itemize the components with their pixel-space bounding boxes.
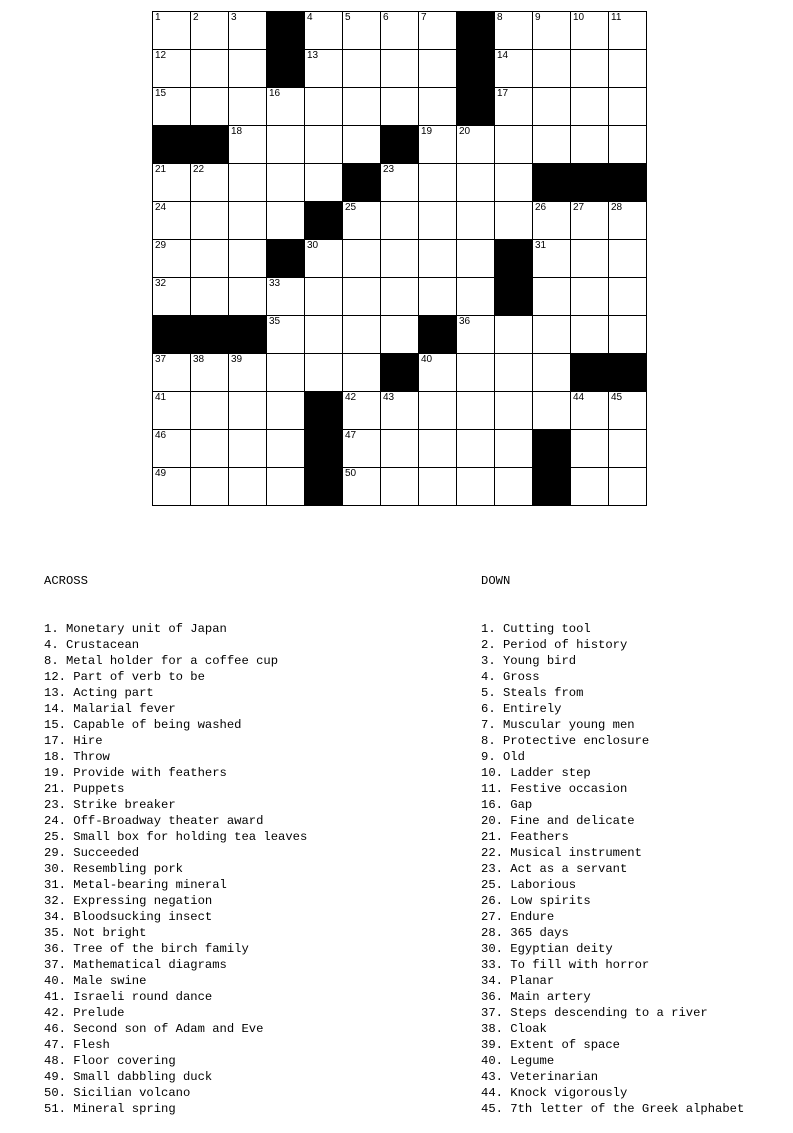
across-clue: 17. Hire [44,734,103,748]
grid-cell[interactable] [457,164,495,202]
black-square [533,430,571,468]
grid-cell[interactable] [495,50,533,88]
grid-cell[interactable] [267,88,305,126]
across-clue: 50. Sicilian volcano [44,1086,191,1100]
clue-number: 29 [155,240,167,251]
down-clue: 10. Ladder step [481,766,591,780]
down-clue: 37. Steps descending to a river [481,1006,708,1020]
clue-number: 24 [155,202,167,213]
clue-number: 2 [193,12,199,23]
grid-cell[interactable] [153,240,191,278]
down-clue: 28. 365 days [481,926,569,940]
grid-cell[interactable] [153,430,191,468]
grid-cell[interactable] [419,12,457,50]
grid-cell[interactable] [419,164,457,202]
clue-number: 35 [269,316,281,327]
clue-number: 21 [155,164,167,175]
clue-number: 37 [155,354,167,365]
clue-number: 5 [345,12,351,23]
grid-cell[interactable] [419,88,457,126]
grid-cell[interactable] [305,12,343,50]
grid-cell[interactable] [495,468,533,506]
grid-cell[interactable] [153,468,191,506]
grid-cell[interactable] [533,240,571,278]
black-square [457,88,495,126]
grid-cell[interactable] [419,430,457,468]
black-square [229,316,267,354]
grid-cell[interactable] [305,278,343,316]
grid-cell[interactable] [419,202,457,240]
grid-cell[interactable] [305,164,343,202]
grid-cell[interactable] [571,240,609,278]
across-clue: 35. Not bright [44,926,147,940]
grid-cell[interactable] [191,88,229,126]
clue-number: 46 [155,430,167,441]
black-square [153,316,191,354]
grid-cell[interactable] [571,392,609,430]
across-clue: 46. Second son of Adam and Eve [44,1022,264,1036]
black-square [457,50,495,88]
grid-cell[interactable] [305,50,343,88]
across-clue: 41. Israeli round dance [44,990,213,1004]
grid-cell[interactable] [495,392,533,430]
grid-cell[interactable] [571,126,609,164]
grid-cell[interactable] [343,12,381,50]
across-clue: 42. Prelude [44,1006,125,1020]
black-square [191,126,229,164]
grid-cell[interactable] [381,430,419,468]
clue-number: 6 [383,12,389,23]
clue-number: 26 [535,202,547,213]
down-clue: 8. Protective enclosure [481,734,650,748]
grid-cell[interactable] [229,354,267,392]
grid-cell[interactable] [533,278,571,316]
crossword-grid [152,11,647,506]
across-clues [44,541,307,1133]
grid-cell[interactable] [457,278,495,316]
clue-number: 8 [497,12,503,23]
grid-cell[interactable] [229,392,267,430]
grid-cell[interactable] [343,278,381,316]
grid-cell[interactable] [229,164,267,202]
black-square [457,12,495,50]
down-clue: 5. Steals from [481,686,584,700]
clue-number: 42 [345,392,357,403]
grid-cell[interactable] [533,88,571,126]
grid-cell[interactable] [343,88,381,126]
grid-cell[interactable] [191,278,229,316]
clue-number: 45 [611,392,623,403]
grid-cell[interactable] [305,126,343,164]
clue-number: 43 [383,392,395,403]
grid-cell[interactable] [267,278,305,316]
across-clue: 21. Puppets [44,782,125,796]
black-square [153,126,191,164]
down-clue: 1. Cutting tool [481,622,591,636]
across-clue: 14. Malarial fever [44,702,176,716]
grid-cell[interactable] [609,430,647,468]
down-clue: 7. Muscular young men [481,718,635,732]
down-clue: 21. Feathers [481,830,569,844]
down-clue: 30. Egyptian deity [481,942,613,956]
across-clue: 25. Small box for holding tea leaves [44,830,308,844]
grid-cell[interactable] [495,12,533,50]
across-clue: 51. Mineral spring [44,1102,176,1116]
grid-cell[interactable] [571,316,609,354]
grid-cell[interactable] [267,430,305,468]
clue-number: 31 [535,240,547,251]
grid-cell[interactable] [343,468,381,506]
grid-cell[interactable] [571,202,609,240]
grid-cell[interactable] [533,316,571,354]
grid-cell[interactable] [267,468,305,506]
across-clue: 23. Strike breaker [44,798,176,812]
grid-cell[interactable] [571,430,609,468]
grid-cell[interactable] [571,468,609,506]
grid-cell[interactable] [153,354,191,392]
across-clue: 13. Acting part [44,686,154,700]
grid-cell[interactable] [495,430,533,468]
clue-number: 49 [155,468,167,479]
grid-cell[interactable] [457,240,495,278]
grid-cell[interactable] [153,50,191,88]
grid-cell[interactable] [229,278,267,316]
clue-number: 41 [155,392,167,403]
grid-cell[interactable] [381,278,419,316]
black-square [191,316,229,354]
grid-cell[interactable] [571,88,609,126]
clue-number: 25 [345,202,357,213]
down-clue: 39. Extent of space [481,1038,620,1052]
down-clue: 38. Cloak [481,1022,547,1036]
across-clue: 24. Off-Broadway theater award [44,814,264,828]
down-clue: 43. Veterinarian [481,1070,599,1084]
grid-cell[interactable] [419,468,457,506]
grid-cell[interactable] [457,354,495,392]
grid-cell[interactable] [267,354,305,392]
grid-cell[interactable] [381,316,419,354]
grid-cell[interactable] [191,164,229,202]
grid-cell[interactable] [495,316,533,354]
clue-number: 3 [231,12,237,23]
black-square [267,240,305,278]
down-clue: 23. Act as a servant [481,862,628,876]
across-clue: 4. Crustacean [44,638,140,652]
grid-cell[interactable] [457,392,495,430]
down-clue: 4. Gross [481,670,540,684]
clue-number: 30 [307,240,319,251]
black-square [533,164,571,202]
down-clue: 20. Fine and delicate [481,814,635,828]
clue-number: 13 [307,50,319,61]
grid-cell[interactable] [495,126,533,164]
across-clue: 30. Resembling pork [44,862,183,876]
grid-cell[interactable] [267,164,305,202]
clue-number: 10 [573,12,585,23]
clue-number: 14 [497,50,509,61]
down-clue: 27. Endure [481,910,555,924]
grid-cell[interactable] [457,126,495,164]
grid-cell[interactable] [153,88,191,126]
grid-cell[interactable] [533,202,571,240]
grid-cell[interactable] [533,126,571,164]
down-clues [481,541,744,1133]
across-clue: 12. Part of verb to be [44,670,205,684]
grid-cell[interactable] [381,202,419,240]
down-clue: 33. To fill with horror [481,958,650,972]
grid-cell[interactable] [381,468,419,506]
black-square [495,278,533,316]
clue-number: 27 [573,202,585,213]
black-square [571,354,609,392]
grid-cell[interactable] [153,392,191,430]
grid-cell[interactable] [533,354,571,392]
grid-cell[interactable] [381,12,419,50]
grid-cell[interactable] [305,240,343,278]
black-square [533,468,571,506]
across-clue: 29. Succeeded [44,846,140,860]
grid-cell[interactable] [267,392,305,430]
across-clue: 1. Monetary unit of Japan [44,622,227,636]
down-clue: 25. Laborious [481,878,577,892]
black-square [305,468,343,506]
grid-cell[interactable] [267,126,305,164]
grid-cell[interactable] [571,12,609,50]
across-clue: 37. Mathematical diagrams [44,958,227,972]
down-clue: 44. Knock vigorously [481,1086,628,1100]
grid-cell[interactable] [229,12,267,50]
clue-number: 17 [497,88,509,99]
grid-cell[interactable] [343,240,381,278]
black-square [305,202,343,240]
black-square [305,392,343,430]
grid-cell[interactable] [609,240,647,278]
grid-cell[interactable] [153,12,191,50]
across-clue-list [44,621,307,1117]
grid-cell[interactable] [609,202,647,240]
down-clue: 22. Musical instrument [481,846,642,860]
grid-cell[interactable] [609,468,647,506]
clue-number: 23 [383,164,395,175]
grid-cell[interactable] [191,468,229,506]
grid-cell[interactable] [419,126,457,164]
across-clue: 31. Metal-bearing mineral [44,878,227,892]
black-square [419,316,457,354]
grid-cell[interactable] [495,164,533,202]
across-clue: 15. Capable of being washed [44,718,242,732]
black-square [381,354,419,392]
grid-cell[interactable] [191,354,229,392]
clue-number: 36 [459,316,471,327]
grid-cell[interactable] [381,164,419,202]
across-clue: 18. Throw [44,750,110,764]
grid-cell[interactable] [533,12,571,50]
clue-number: 39 [231,354,243,365]
across-clue: 19. Provide with feathers [44,766,227,780]
black-square [267,50,305,88]
grid-cell[interactable] [191,202,229,240]
clue-number: 44 [573,392,585,403]
grid-cell[interactable] [343,316,381,354]
grid-cell[interactable] [533,50,571,88]
down-clue: 9. Old [481,750,525,764]
grid-cell[interactable] [191,50,229,88]
grid-cell[interactable] [343,126,381,164]
grid-cell[interactable] [153,202,191,240]
down-clue: 45. 7th letter of the Greek alphabet [481,1102,745,1116]
grid-cell[interactable] [305,88,343,126]
grid-cell[interactable] [343,50,381,88]
grid-cell[interactable] [609,50,647,88]
across-clue: 36. Tree of the birch family [44,942,249,956]
black-square [609,164,647,202]
clue-number: 18 [231,126,243,137]
grid-cell[interactable] [267,202,305,240]
down-heading: DOWN [481,574,511,588]
down-clue: 34. Planar [481,974,555,988]
across-clue: 34. Bloodsucking insect [44,910,213,924]
grid-cell[interactable] [419,278,457,316]
grid-cell[interactable] [381,88,419,126]
grid-cell[interactable] [609,12,647,50]
black-square [571,164,609,202]
grid-cell[interactable] [191,392,229,430]
clue-number: 38 [193,354,205,365]
down-clue: 16. Gap [481,798,533,812]
grid-cell[interactable] [495,88,533,126]
down-clue: 40. Legume [481,1054,555,1068]
clue-number: 1 [155,12,161,23]
down-clue: 3. Young bird [481,654,577,668]
across-heading: ACROSS [44,574,88,588]
down-clue: 2. Period of history [481,638,628,652]
grid-cell[interactable] [609,88,647,126]
grid-cell[interactable] [457,316,495,354]
across-clue: 49. Small dabbling duck [44,1070,213,1084]
grid-cell[interactable] [229,50,267,88]
grid-cell[interactable] [609,126,647,164]
grid-cell[interactable] [609,392,647,430]
clue-number: 50 [345,468,357,479]
black-square [381,126,419,164]
black-square [343,164,381,202]
black-square [495,240,533,278]
clue-number: 28 [611,202,623,213]
grid-cell[interactable] [609,278,647,316]
grid-cell[interactable] [457,202,495,240]
clue-number: 15 [155,88,167,99]
clue-number: 19 [421,126,433,137]
grid-cell[interactable] [267,316,305,354]
clue-number: 40 [421,354,433,365]
clue-number: 4 [307,12,313,23]
clue-number: 11 [611,12,622,23]
grid-cell[interactable] [191,12,229,50]
black-square [609,354,647,392]
grid-cell[interactable] [153,164,191,202]
grid-cell[interactable] [229,202,267,240]
grid-cell[interactable] [571,50,609,88]
across-clue: 8. Metal holder for a coffee cup [44,654,279,668]
grid-cell[interactable] [229,430,267,468]
grid-cell[interactable] [229,88,267,126]
grid-cell[interactable] [191,240,229,278]
grid-cell[interactable] [343,430,381,468]
grid-cell[interactable] [229,468,267,506]
grid-cell[interactable] [229,240,267,278]
grid-cell[interactable] [191,430,229,468]
grid-cell[interactable] [343,392,381,430]
down-clue: 36. Main artery [481,990,591,1004]
grid-cell[interactable] [343,202,381,240]
grid-cell[interactable] [343,354,381,392]
grid-cell[interactable] [457,468,495,506]
grid-cell[interactable] [495,354,533,392]
grid-cell[interactable] [419,240,457,278]
grid-cell[interactable] [153,278,191,316]
black-square [267,12,305,50]
black-square [305,430,343,468]
clue-number: 20 [459,126,471,137]
grid-cell[interactable] [533,392,571,430]
down-clue: 26. Low spirits [481,894,591,908]
clue-number: 7 [421,12,427,23]
grid-cell[interactable] [381,50,419,88]
down-clue: 11. Festive occasion [481,782,628,796]
grid-cell[interactable] [381,240,419,278]
grid-cell[interactable] [419,354,457,392]
grid-cell[interactable] [305,354,343,392]
across-clue: 32. Expressing negation [44,894,213,908]
across-clue: 47. Flesh [44,1038,110,1052]
clue-number: 33 [269,278,281,289]
grid-cell[interactable] [419,50,457,88]
clue-number: 12 [155,50,167,61]
down-clue: 6. Entirely [481,702,562,716]
down-clue-list [481,621,744,1117]
grid-cell[interactable] [419,392,457,430]
grid-cell[interactable] [495,202,533,240]
across-clue: 48. Floor covering [44,1054,176,1068]
grid-cell[interactable] [305,316,343,354]
across-clue: 40. Male swine [44,974,147,988]
clue-number: 16 [269,88,281,99]
grid-cell[interactable] [381,392,419,430]
clue-number: 22 [193,164,205,175]
grid-cell[interactable] [457,430,495,468]
grid-cell[interactable] [229,126,267,164]
clue-number: 32 [155,278,167,289]
clue-number: 47 [345,430,357,441]
grid-cell[interactable] [571,278,609,316]
clue-number: 9 [535,12,541,23]
grid-cell[interactable] [609,316,647,354]
